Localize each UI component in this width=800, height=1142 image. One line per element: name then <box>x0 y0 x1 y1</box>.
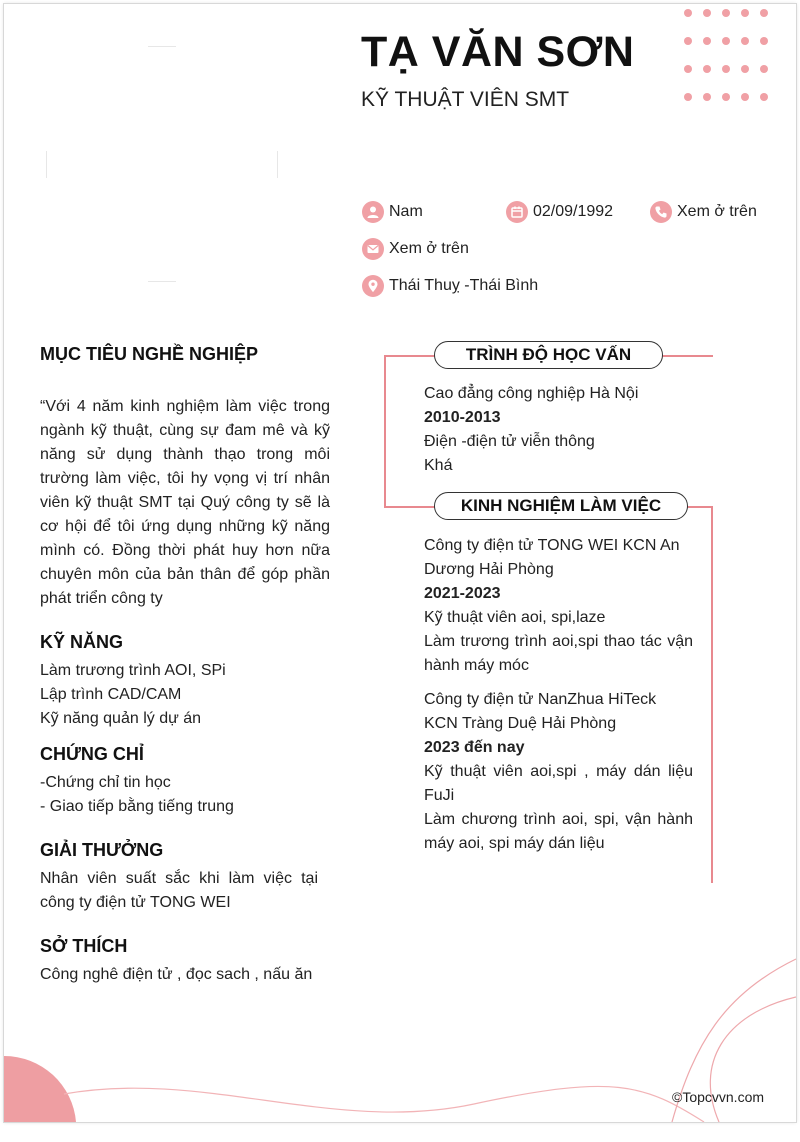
job-position: Kỹ thuật viên aoi,spi , máy dán liệu FuJi <box>424 763 693 804</box>
awards-title: GIẢI THƯỞNG <box>40 840 164 860</box>
certificates-list <box>40 771 234 819</box>
email-text: Xem ở trên <box>389 240 469 257</box>
bottom-curve <box>64 1086 704 1122</box>
experience-job-1 <box>424 534 693 678</box>
experience-title: KINH NGHIỆM LÀM VIỆC <box>434 492 688 520</box>
timeline-left-line <box>384 355 386 508</box>
education-grade: Khá <box>424 457 453 474</box>
info-gender <box>362 201 423 223</box>
job-company: Công ty điện tử NanZhua HiTeck KCN Tràng Duệ Hải Phòng <box>424 691 657 732</box>
info-birthday <box>506 201 613 223</box>
cv-page <box>4 4 796 1122</box>
user-icon <box>362 201 384 223</box>
job-company: Công ty điện tử TONG WEI KCN An Dương Hải Phòng <box>424 537 680 578</box>
timeline-exp-connector <box>384 506 436 508</box>
education-school: Cao đẳng công nghiệp Hà Nội <box>424 385 639 402</box>
skills-list <box>40 659 226 731</box>
job-description: Làm trương trình aoi,spi thao tác vận hành máy móc <box>424 633 693 674</box>
job-title: KỸ THUẬT VIÊN SMT <box>361 88 570 111</box>
list-item: Làm trương trình AOI, SPi <box>40 662 226 679</box>
skills-title: KỸ NĂNG <box>40 632 124 652</box>
candidate-name: TẠ VĂN SƠN <box>361 28 635 76</box>
experience-job-2 <box>424 688 693 856</box>
list-item: - Giao tiếp bằng tiếng trung <box>40 798 234 815</box>
education-title: TRÌNH ĐỘ HỌC VẤN <box>434 341 663 369</box>
hobbies-text: Công nghê điện tử , đọc sach , nấu ăn <box>40 966 313 983</box>
timeline-edu-tail <box>661 355 713 357</box>
certificates-title: CHỨNG CHỈ <box>40 744 144 764</box>
job-description: Làm chương trình aoi, spi, vận hành máy aoi, spi máy dán liệu <box>424 811 693 852</box>
phone-icon <box>650 201 672 223</box>
education-major: Điện -điện tử viễn thông <box>424 433 595 450</box>
corner-blob <box>4 1056 76 1122</box>
location-icon <box>362 275 384 297</box>
job-period: 2021-2023 <box>424 585 501 602</box>
timeline-exp-tail <box>686 506 713 508</box>
dot-pattern <box>684 9 774 104</box>
address-text: Thái Thuỵ -Thái Bình <box>389 277 539 294</box>
calendar-icon <box>506 201 528 223</box>
info-address <box>362 275 538 297</box>
job-period: 2023 đến nay <box>424 739 525 756</box>
info-phone <box>650 201 757 223</box>
mail-icon <box>362 238 384 260</box>
objective-text: “Với 4 năm kinh nghiệm làm việc trong ngành kỹ thuật, cùng sự đam mê và kỹ năng sử dụng thành thạo trong môi trường làm việc, tôi hy vọng vị trí nhân viên kỹ thuật SMT tại Quý công ty sẽ là cơ hội để tôi ứng dụng những kỹ năng mình có. Đồng thời phát huy hơn nữa chuyên môn của bản thân để góp phần phát triển công ty <box>40 398 330 607</box>
phone-text: Xem ở trên <box>677 203 757 220</box>
list-item: Lập trình CAD/CAM <box>40 686 182 703</box>
gender-text: Nam <box>389 203 423 220</box>
job-position: Kỹ thuật viên aoi, spi,laze <box>424 609 606 626</box>
objective-title: MỤC TIÊU NGHỀ NGHIỆP <box>40 344 259 364</box>
timeline-edu-connector <box>384 355 436 357</box>
footer-copyright: ©Topcvvn.com <box>672 1089 765 1105</box>
list-item: -Chứng chỉ tin học <box>40 774 171 791</box>
education-block <box>424 382 693 478</box>
awards-text: Nhân viên suất sắc khi làm việc tại công ty điện tử TONG WEI <box>40 870 318 911</box>
education-period: 2010-2013 <box>424 409 501 426</box>
profile-photo <box>46 46 278 282</box>
hobbies-title: SỞ THÍCH <box>40 936 128 956</box>
timeline-right-line <box>711 506 713 883</box>
list-item: Kỹ năng quản lý dự án <box>40 710 202 727</box>
info-email <box>362 238 469 260</box>
birthday-text: 02/09/1992 <box>533 203 614 220</box>
